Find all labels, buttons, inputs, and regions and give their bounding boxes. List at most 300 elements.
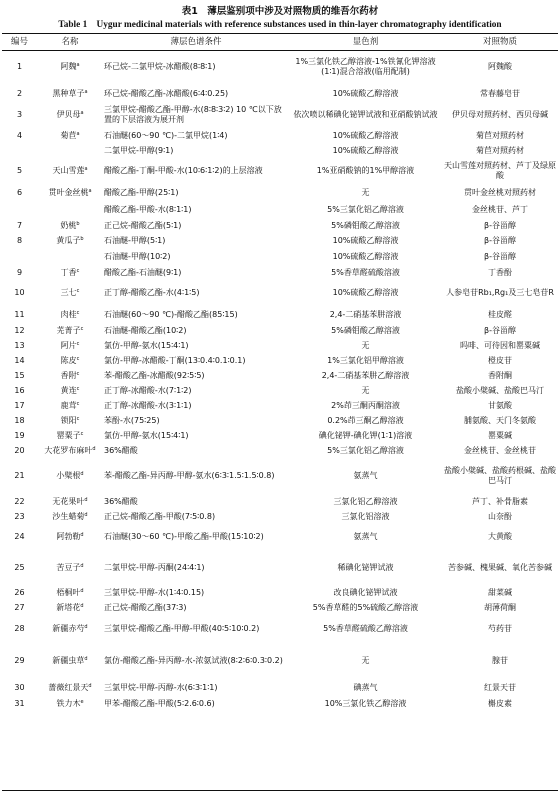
- material-name-cell: [37, 143, 103, 158]
- row-number-cell: [2, 158, 37, 184]
- reference-substance-cell: [442, 398, 558, 413]
- table-row: [2, 600, 558, 615]
- row-number: 10: [14, 288, 25, 298]
- row-number-cell: [2, 458, 37, 494]
- color-reagent: 无: [361, 656, 370, 666]
- material-name: 丁香: [60, 267, 77, 277]
- reference-substance-cell: [442, 550, 558, 585]
- material-name-cell: [37, 550, 103, 585]
- reference-substance: 胡薄荷酮: [484, 602, 516, 612]
- color-reagent-cell: [289, 248, 442, 265]
- material-name: 苦豆子: [56, 562, 81, 572]
- table-row: [2, 353, 558, 368]
- header-cell-number: 编号: [10, 36, 28, 47]
- row-number: 21: [14, 471, 25, 481]
- tlc-conditions: 正丁醇-冰醋酸-水(3∶1∶1): [104, 400, 192, 410]
- color-reagent-cell: [289, 233, 442, 248]
- color-reagent-cell: [289, 353, 442, 368]
- footnote-marker: d: [80, 532, 84, 539]
- color-reagent-cell: [289, 600, 442, 615]
- material-name: 肉桂: [60, 309, 77, 319]
- color-reagent-cell: [289, 280, 442, 306]
- color-reagent-cell: [289, 413, 442, 428]
- table-row: [2, 398, 558, 413]
- color-reagent: 10%三氯化铁乙醇溶液: [324, 698, 407, 708]
- material-name: 天山雪莲: [52, 166, 85, 176]
- material-name-cell: [37, 233, 103, 248]
- material-name: 锁阳: [60, 415, 77, 425]
- material-name-cell: [37, 323, 103, 338]
- reference-substance-cell: [442, 585, 558, 600]
- color-reagent-cell: [289, 509, 442, 524]
- footnote-marker: d: [84, 496, 88, 503]
- reference-substance: 丁香酚: [488, 267, 512, 277]
- row-number-cell: [2, 368, 37, 383]
- color-reagent-cell: [289, 643, 442, 679]
- tlc-conditions-cell: [103, 85, 289, 102]
- row-number: 6: [16, 187, 23, 197]
- reference-substance-cell: [442, 383, 558, 398]
- material-name-cell: [37, 306, 103, 323]
- color-reagent: 碘化铋钾-碘化钾(1∶1)溶液: [318, 430, 413, 440]
- reference-substance: 人参皂苷Rb₁,Rg₁及三七皂苷R: [446, 288, 554, 298]
- reference-substance-cell: [442, 218, 558, 233]
- row-number: 16: [14, 385, 25, 395]
- tlc-conditions-cell: [103, 218, 289, 233]
- table-body: [2, 49, 558, 711]
- tlc-conditions: 氯仿-甲醇-氨水(15∶4∶1): [104, 430, 189, 440]
- reference-substance: 桂皮醛: [488, 309, 512, 319]
- header-cell-reference: 对照物质: [482, 36, 517, 47]
- color-reagent-cell: [289, 85, 442, 102]
- reference-substance: 菊苣对照药材: [476, 145, 524, 155]
- footnote-marker: b: [76, 220, 80, 227]
- row-number-cell: [2, 550, 37, 585]
- row-number-cell: [2, 306, 37, 323]
- table-row: [2, 413, 558, 428]
- material-name-cell: [37, 458, 103, 494]
- color-reagent-cell: [289, 128, 442, 143]
- tlc-conditions: 环己烷-二氯甲烷-冰醋酸(8∶8∶1): [104, 62, 216, 72]
- footnote-marker: a: [88, 187, 92, 194]
- footnote-marker: a: [84, 88, 88, 95]
- color-reagent: 5%磷钼酸乙醇溶液: [331, 325, 400, 335]
- footnote-marker: c: [76, 340, 80, 347]
- color-reagent-cell: [289, 201, 442, 218]
- material-name-cell: [37, 128, 103, 143]
- footnote-marker: c: [76, 267, 80, 274]
- footnote-marker: c: [76, 288, 80, 295]
- header-cell-name: 名称: [61, 36, 79, 47]
- table-row: [2, 509, 558, 524]
- color-reagent: 三氯化铝溶液: [341, 511, 390, 521]
- reference-substance-cell: [442, 158, 558, 184]
- material-name-cell: [37, 679, 103, 696]
- table-row: [2, 615, 558, 643]
- table-row: [2, 143, 558, 158]
- reference-substance-cell: [442, 265, 558, 280]
- reference-substance: 贯叶金丝桃对照药材: [464, 187, 536, 197]
- tlc-conditions: 三氯甲烷-甲醇-丙醇-水(6∶3∶1∶1): [104, 682, 218, 692]
- row-number: 17: [14, 400, 25, 410]
- color-reagent: 10%硫酸乙醇溶液: [332, 130, 399, 140]
- table-row: [2, 49, 558, 85]
- footnote-marker: d: [84, 656, 88, 663]
- tlc-conditions: 正己烷-醋酸乙酯-甲酸(7∶5∶0.8): [104, 511, 216, 521]
- footnote-marker: d: [84, 624, 88, 631]
- footnote-marker: c: [76, 415, 80, 422]
- tlc-conditions-cell: [103, 494, 289, 509]
- tlc-conditions-cell: [103, 550, 289, 585]
- row-number: 3: [16, 110, 23, 120]
- color-reagent: 无: [361, 187, 370, 197]
- reference-substance-cell: [442, 306, 558, 323]
- reference-substance: β-谷甾醇: [484, 220, 516, 230]
- footnote-marker: d: [92, 445, 96, 452]
- color-reagent: 1%三氯化铁乙醇溶液-1%铁氰化钾溶液(1∶1)混合溶液(临用配制): [295, 57, 436, 76]
- material-name-cell: [37, 615, 103, 643]
- reference-substance: 芦丁、补骨脂素: [472, 496, 528, 506]
- color-reagent-cell: [289, 428, 442, 443]
- row-number: 12: [14, 325, 25, 335]
- tlc-conditions-cell: [103, 679, 289, 696]
- reference-substance: 罂粟碱: [488, 430, 512, 440]
- footnote-marker: a: [76, 130, 80, 137]
- row-number: 18: [14, 415, 25, 425]
- tlc-conditions: 氯仿-醋酸乙酯-异丙醇-水-浓氨试液(8∶2∶6∶0.3∶0.2): [104, 656, 283, 666]
- tlc-conditions: 石油醚-醋酸乙酯(10∶2): [104, 325, 187, 335]
- color-reagent: 氨蒸气: [353, 532, 378, 542]
- reference-substance: 山奈酚: [488, 511, 512, 521]
- reference-substance-cell: [442, 102, 558, 128]
- table-row: [2, 383, 558, 398]
- tlc-conditions: 醋酸乙酯-丁酮-甲酸-水(10∶6∶1∶2)的上层溶液: [104, 166, 263, 176]
- reference-substance-cell: [442, 128, 558, 143]
- footnote-marker: c: [76, 400, 80, 407]
- row-number-cell: [2, 643, 37, 679]
- header-cell-reagent: 显色剂: [352, 36, 379, 47]
- tlc-conditions-cell: [103, 128, 289, 143]
- color-reagent: 5%三氯化铝乙醇溶液: [327, 445, 404, 455]
- material-name: 新疆虫草: [52, 656, 85, 666]
- color-reagent-cell: [289, 158, 442, 184]
- table-row: [2, 585, 558, 600]
- color-reagent: 5%香草醛硫酸溶液: [331, 267, 400, 277]
- reference-substance: 天山雪莲对照药材、芦丁及绿原酸: [444, 161, 556, 180]
- row-number: 22: [14, 496, 25, 506]
- material-name: 新疆赤芍: [52, 624, 85, 634]
- footnote-marker: c: [76, 355, 80, 362]
- color-reagent-cell: [289, 398, 442, 413]
- color-reagent: 10%硫酸乙醇溶液: [332, 88, 399, 98]
- row-number-cell: [2, 265, 37, 280]
- row-number-cell: [2, 248, 37, 265]
- row-number-cell: [2, 494, 37, 509]
- material-name-cell: [37, 398, 103, 413]
- table-row: [2, 85, 558, 102]
- tlc-conditions-cell: [103, 413, 289, 428]
- row-number: 7: [16, 220, 23, 230]
- reference-substance-cell: [442, 413, 558, 428]
- reference-substance-cell: [442, 233, 558, 248]
- tlc-conditions-cell: [103, 585, 289, 600]
- tlc-conditions: 醋酸乙酯-甲醇(25∶1): [104, 187, 179, 197]
- color-reagent: 改良碘化铋钾试液: [333, 587, 398, 597]
- reference-substance: 腺苷: [492, 656, 508, 666]
- tlc-conditions-cell: [103, 49, 289, 85]
- tlc-conditions-cell: [103, 306, 289, 323]
- row-number: 25: [14, 562, 25, 572]
- color-reagent: 依次喷以稀碘化铋钾试液和亚硝酸钠试液: [293, 110, 438, 120]
- table-row: [2, 494, 558, 509]
- color-reagent: 0.2%茚三酮乙醇溶液: [327, 415, 404, 425]
- row-number-cell: [2, 428, 37, 443]
- footnote-marker: d: [84, 511, 88, 518]
- material-name-cell: [37, 696, 103, 711]
- reference-substance-cell: [442, 323, 558, 338]
- reference-substance-cell: [442, 248, 558, 265]
- reference-substance-cell: [442, 443, 558, 458]
- tlc-conditions-cell: [103, 248, 289, 265]
- tlc-conditions: 石油醚(60～90 ℃)-二氯甲烷(1∶4): [104, 130, 228, 140]
- reference-substance-cell: [442, 353, 558, 368]
- color-reagent-cell: [289, 679, 442, 696]
- material-name-cell: [37, 184, 103, 201]
- table-row: [2, 338, 558, 353]
- footnote-marker: d: [80, 587, 84, 594]
- tlc-conditions-cell: [103, 509, 289, 524]
- material-name-cell: [37, 600, 103, 615]
- table-row: [2, 458, 558, 494]
- reference-substance: 吗啡、可待因和罂粟碱: [460, 340, 540, 350]
- row-number: 11: [14, 309, 25, 319]
- color-reagent: 无: [361, 385, 370, 395]
- tlc-conditions-cell: [103, 524, 289, 550]
- table-row: [2, 696, 558, 711]
- reference-substance: 槲皮素: [488, 698, 512, 708]
- color-reagent-cell: [289, 585, 442, 600]
- material-name: 阿片: [60, 340, 77, 350]
- tlc-conditions: 醋酸乙酯-甲酸-水(8∶1∶1): [104, 204, 192, 214]
- row-number-cell: [2, 323, 37, 338]
- reference-substance: 芍药苷: [488, 624, 512, 634]
- color-reagent: 碘蒸气: [353, 682, 378, 692]
- row-number: 8: [16, 235, 23, 245]
- row-number: 2: [16, 88, 23, 98]
- row-number: 5: [16, 166, 23, 176]
- material-name-cell: [37, 585, 103, 600]
- reference-substance-cell: [442, 85, 558, 102]
- table-row: [2, 248, 558, 265]
- reference-substance: 橙皮苷: [488, 355, 512, 365]
- footnote-marker: a: [84, 166, 88, 173]
- material-name: 蔷薇红景天: [48, 682, 89, 692]
- reference-substance: 甜菜碱: [488, 587, 512, 597]
- tlc-conditions: 正己烷-醋酸乙酯(37∶3): [104, 602, 187, 612]
- row-number-cell: [2, 615, 37, 643]
- footnote-marker: b: [80, 235, 84, 242]
- color-reagent-cell: [289, 615, 442, 643]
- material-name-cell: [37, 338, 103, 353]
- row-number-cell: [2, 218, 37, 233]
- table-row: [2, 428, 558, 443]
- row-number: 15: [14, 370, 25, 380]
- footnote-marker: d: [80, 602, 84, 609]
- tlc-conditions: 石油醚(30～60 ℃)-甲酸乙酯-甲酸(15∶10∶2): [104, 532, 264, 542]
- color-reagent: 5%磷钼酸乙醇溶液: [331, 220, 400, 230]
- color-reagent-cell: [289, 696, 442, 711]
- tlc-conditions: 正丁醇-醋酸乙酯-水(4∶1∶5): [104, 288, 200, 298]
- row-number-cell: [2, 85, 37, 102]
- table-row: [2, 368, 558, 383]
- table-row: [2, 443, 558, 458]
- row-number: 14: [14, 355, 25, 365]
- tlc-conditions-cell: [103, 233, 289, 248]
- tlc-conditions-cell: [103, 143, 289, 158]
- row-number-cell: [2, 102, 37, 128]
- row-number-cell: [2, 398, 37, 413]
- color-reagent: 10%硫酸乙醇溶液: [332, 251, 399, 261]
- color-reagent: 2%茚三酮丙酮溶液: [331, 400, 400, 410]
- tlc-conditions-cell: [103, 383, 289, 398]
- table-title-cn: 表1 薄层鉴别项中涉及对照物质的维吾尔药材: [181, 6, 379, 17]
- tlc-conditions: 二氯甲烷-甲醇(9∶1): [104, 145, 174, 155]
- row-number: 26: [14, 587, 25, 597]
- reference-substances-table: [2, 35, 558, 711]
- row-number: 1: [16, 62, 23, 72]
- row-number-cell: [2, 509, 37, 524]
- reference-substance-cell: [442, 49, 558, 85]
- row-number: 30: [14, 682, 25, 692]
- tlc-conditions-cell: [103, 102, 289, 128]
- reference-substance: 大黄酸: [488, 532, 512, 542]
- material-name-cell: [37, 158, 103, 184]
- material-name-cell: [37, 509, 103, 524]
- material-name: 小檗根: [56, 471, 81, 481]
- material-name: 伊贝母: [56, 110, 81, 120]
- tlc-conditions: 苯-醋酸乙酯-冰醋酸(92∶5∶5): [104, 370, 205, 380]
- footnote-marker: c: [80, 325, 84, 332]
- tlc-conditions: 甲苯-醋酸乙酯-甲酸(5∶2.6∶0.6): [104, 698, 215, 708]
- bottom-rule: [2, 790, 558, 791]
- row-number: 31: [14, 698, 25, 708]
- material-name: 奶桃: [60, 220, 77, 230]
- tlc-conditions-cell: [103, 428, 289, 443]
- material-name: 黑种草子: [52, 88, 85, 98]
- row-number-cell: [2, 679, 37, 696]
- material-name: 香附: [60, 370, 77, 380]
- footnote-marker: d: [80, 471, 84, 478]
- row-number: 29: [14, 656, 25, 666]
- color-reagent-cell: [289, 323, 442, 338]
- tlc-conditions: 三氯甲烷-甲醇-水(1∶4∶0.15): [104, 587, 205, 597]
- tlc-conditions-cell: [103, 368, 289, 383]
- table-row: [2, 201, 558, 218]
- material-name: 无花果叶: [52, 496, 85, 506]
- color-reagent: 无: [361, 340, 370, 350]
- color-reagent-cell: [289, 494, 442, 509]
- tlc-conditions-cell: [103, 696, 289, 711]
- tlc-conditions: 石油醚-甲醇(5∶1): [104, 235, 166, 245]
- material-name-cell: [37, 218, 103, 233]
- table-row: [2, 158, 558, 184]
- row-number: 4: [16, 130, 23, 140]
- tlc-conditions: 二氯甲烷-甲醇-丙酮(24∶4∶1): [104, 562, 205, 572]
- tlc-conditions: 石油醚-甲醇(10∶2): [104, 251, 171, 261]
- row-number-cell: [2, 184, 37, 201]
- reference-substance: 阿魏酸: [488, 62, 512, 72]
- reference-substance-cell: [442, 428, 558, 443]
- material-name: 黄连: [60, 385, 77, 395]
- material-name: 大花罗布麻叶: [44, 445, 93, 455]
- color-reagent: 2,4-二硝基苯肼溶液: [329, 309, 402, 319]
- table-row: [2, 128, 558, 143]
- reference-substance-cell: [442, 280, 558, 306]
- row-number-cell: [2, 128, 37, 143]
- table-row: [2, 218, 558, 233]
- color-reagent-cell: [289, 102, 442, 128]
- color-reagent-cell: [289, 143, 442, 158]
- row-number: 28: [14, 624, 25, 634]
- tlc-conditions-cell: [103, 643, 289, 679]
- material-name: 沙生蜡菊: [52, 511, 85, 521]
- material-name-cell: [37, 280, 103, 306]
- material-name: 贯叶金丝桃: [48, 187, 89, 197]
- footnote-marker: c: [80, 430, 84, 437]
- footnote-marker: e: [80, 698, 84, 705]
- color-reagent-cell: [289, 338, 442, 353]
- reference-substance: 伊贝母对照药材、西贝母碱: [452, 110, 548, 120]
- row-number-cell: [2, 49, 37, 85]
- tlc-conditions-cell: [103, 443, 289, 458]
- reference-substance-cell: [442, 494, 558, 509]
- color-reagent: 氨蒸气: [353, 471, 378, 481]
- row-number-cell: [2, 600, 37, 615]
- reference-substance: 甘氨酸: [488, 400, 512, 410]
- tlc-conditions-cell: [103, 201, 289, 218]
- footnote-marker: c: [76, 309, 80, 316]
- tlc-conditions: 36%醋酸: [104, 445, 138, 455]
- reference-substance: β-谷甾醇: [484, 235, 516, 245]
- row-number-cell: [2, 413, 37, 428]
- material-name: 罂粟子: [56, 430, 81, 440]
- header-cell-tlc-conditions: 薄层色谱条件: [170, 36, 222, 47]
- color-reagent: 三氯化铝乙醇溶液: [333, 496, 398, 506]
- tlc-conditions: 氯仿-甲醇-氨水(15∶4∶1): [104, 340, 189, 350]
- tlc-conditions: 醋酸乙酯-石油醚(9∶1): [104, 267, 182, 277]
- color-reagent: 5%香草醛的5%硫酸乙醇溶液: [312, 602, 419, 612]
- reference-substance: β-谷甾醇: [484, 251, 516, 261]
- table-row: [2, 233, 558, 248]
- table-header-row: [2, 35, 558, 49]
- table-row: [2, 323, 558, 338]
- material-name-cell: [37, 353, 103, 368]
- footnote-marker: d: [80, 562, 84, 569]
- table-row: [2, 280, 558, 306]
- reference-substance: 金丝桃苷、芦丁: [472, 204, 528, 214]
- material-name: 梧桐叶: [56, 587, 81, 597]
- reference-substance-cell: [442, 184, 558, 201]
- reference-substance-cell: [442, 643, 558, 679]
- color-reagent: 5%香草醛硫酸乙醇溶液: [323, 624, 408, 634]
- reference-substance: 香附酮: [488, 370, 512, 380]
- material-name: 新塔花: [56, 602, 81, 612]
- color-reagent: 2,4-二硝基苯肼乙醇溶液: [321, 370, 410, 380]
- material-name-cell: [37, 428, 103, 443]
- material-name-cell: [37, 643, 103, 679]
- tlc-conditions-cell: [103, 615, 289, 643]
- reference-substance: 金丝桃苷、金丝桃苷: [464, 445, 536, 455]
